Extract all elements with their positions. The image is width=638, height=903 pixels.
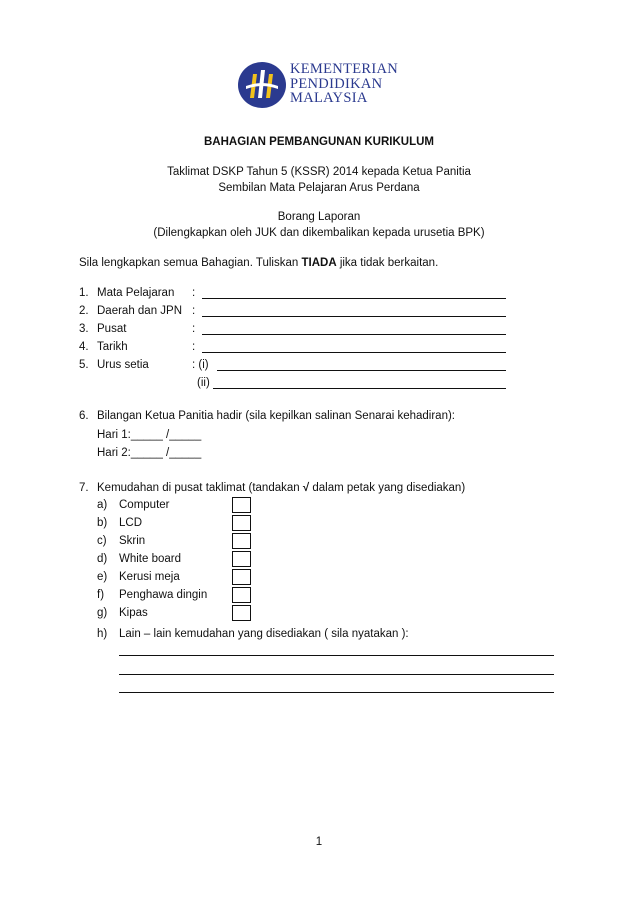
field-label: Daerah dan JPN — [97, 305, 183, 317]
checkbox-kerusi-meja[interactable] — [232, 569, 251, 585]
instruction-before: Sila lengkapkan semua Bahagian. Tuliskan — [79, 257, 302, 269]
q7-text — [97, 482, 465, 494]
q7-text-before: Kemudahan di pusat taklimat (tandakan — [97, 482, 303, 494]
facility-label: Lain – lain kemudahan yang disediakan ( sila nyatakan ): — [119, 628, 409, 640]
logo-line-1: KEMENTERIAN — [290, 61, 399, 77]
fill-line-lain-2[interactable] — [119, 664, 554, 675]
q7-number: 7. — [79, 482, 89, 494]
facility-letter: c) — [97, 535, 107, 547]
fill-line-pusat[interactable] — [202, 322, 506, 335]
q6-hari-2[interactable]: Hari 2:_____ /_____ — [97, 447, 202, 459]
form-subtitle: (Dilengkapkan oleh JUK dan dikembalikan kepada urusetia BPK) — [153, 227, 485, 239]
field-prefix: : — [192, 323, 196, 335]
facility-letter: b) — [97, 517, 108, 529]
urus-setia-ii-label: (ii) — [197, 377, 210, 389]
logo-line-3: MALAYSIA — [290, 90, 368, 106]
facility-letter: a) — [97, 499, 108, 511]
fill-line-daerah-jpn[interactable] — [202, 304, 506, 317]
kpm-logo — [238, 60, 438, 110]
fill-line-tarikh[interactable] — [202, 340, 506, 353]
kpm-emblem-icon — [238, 60, 288, 110]
fill-line-lain-3[interactable] — [119, 682, 554, 693]
form-title: Borang Laporan — [277, 211, 361, 223]
page-number: 1 — [315, 836, 323, 848]
facility-label: White board — [119, 553, 182, 565]
q7-text-after: dalam petak yang disediakan) — [309, 482, 466, 494]
instruction-bold: TIADA — [301, 257, 337, 269]
field-label: Urus setia — [97, 359, 149, 371]
field-prefix: : — [192, 305, 196, 317]
field-prefix: : — [192, 287, 196, 299]
field-number: 5. — [79, 359, 89, 371]
fill-line-lain-1[interactable] — [119, 645, 554, 656]
checkbox-white-board[interactable] — [232, 551, 251, 567]
field-number: 3. — [79, 323, 89, 335]
checkbox-lcd[interactable] — [232, 515, 251, 531]
field-number: 1. — [79, 287, 89, 299]
field-prefix: : — [192, 341, 196, 353]
fill-line-urus-setia-i[interactable] — [217, 358, 506, 371]
instruction-text — [79, 257, 438, 269]
checkbox-skrin[interactable] — [232, 533, 251, 549]
facility-letter: h) — [97, 628, 108, 640]
fill-line-urus-setia-ii[interactable] — [213, 376, 506, 389]
tick-icon: √ — [302, 482, 310, 494]
facility-label: LCD — [119, 517, 143, 529]
checkbox-penghawa-dingin[interactable] — [232, 587, 251, 603]
q6-number: 6. — [79, 410, 89, 422]
field-label: Mata Pelajaran — [97, 287, 175, 299]
logo-line-2: PENDIDIKAN — [290, 75, 383, 92]
field-prefix: : (i) — [192, 359, 209, 371]
facility-label: Penghawa dingin — [119, 589, 208, 601]
instruction-after: jika tidak berkaitan. — [336, 257, 439, 269]
facility-label: Computer — [119, 499, 170, 511]
field-label: Pusat — [97, 323, 127, 335]
q6-text: Bilangan Ketua Panitia hadir (sila kepilkan salinan Senarai kehadiran): — [97, 410, 455, 422]
q6-hari-1[interactable]: Hari 1:_____ /_____ — [97, 429, 202, 441]
facility-label: Kerusi meja — [119, 571, 180, 583]
facility-label: Skrin — [119, 535, 146, 547]
facility-letter: g) — [97, 607, 108, 619]
field-number: 4. — [79, 341, 89, 353]
document-title: BAHAGIAN PEMBANGUNAN KURIKULUM — [204, 136, 434, 148]
fill-line-mata-pelajaran[interactable] — [202, 286, 506, 299]
briefing-line: Taklimat DSKP Tahun 5 (KSSR) 2014 kepada Ketua Panitia — [167, 166, 471, 178]
facility-letter: f) — [97, 589, 105, 601]
facility-letter: e) — [97, 571, 108, 583]
field-number: 2. — [79, 305, 89, 317]
checkbox-computer[interactable] — [232, 497, 251, 513]
facility-letter: d) — [97, 553, 108, 565]
field-label: Tarikh — [97, 341, 128, 353]
facility-label: Kipas — [119, 607, 148, 619]
checkbox-kipas[interactable] — [232, 605, 251, 621]
subject-line: Sembilan Mata Pelajaran Arus Perdana — [218, 182, 420, 194]
